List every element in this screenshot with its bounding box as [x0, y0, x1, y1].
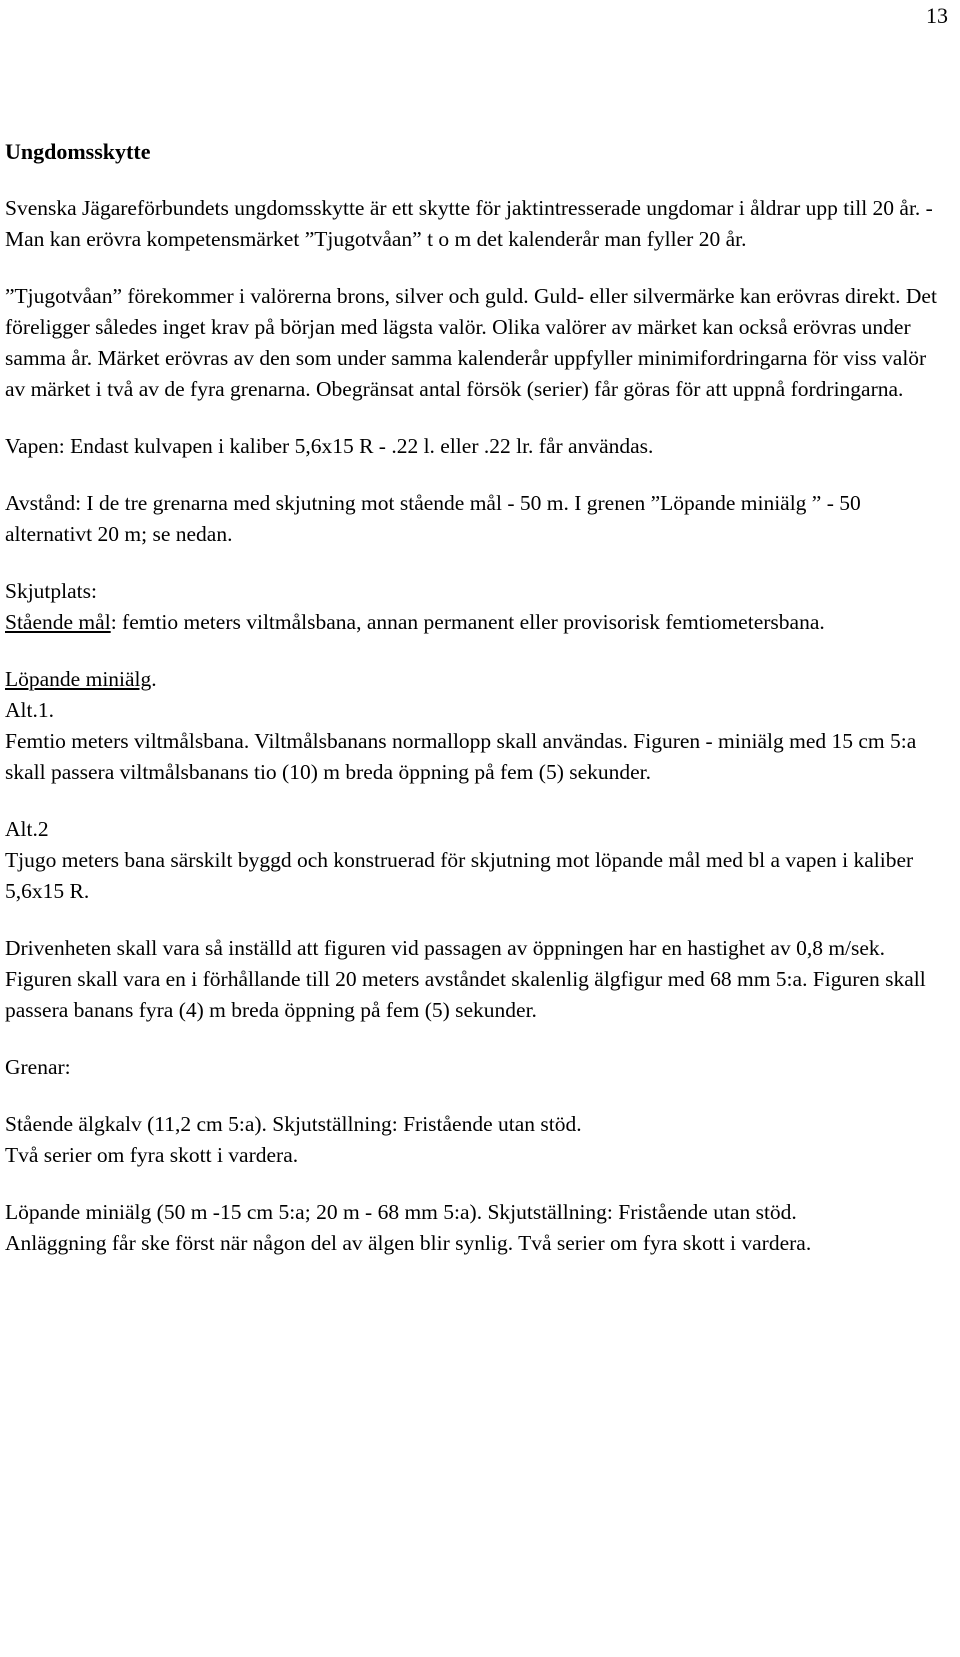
grenar-label: Grenar:	[5, 1055, 71, 1079]
skjutplats-label: Skjutplats:	[5, 579, 97, 603]
grenar-lopande-line1: Löpande miniälg (50 m -15 cm 5:a; 20 m - 68 mm 5:a). Skjutställning: Fristående utan stöd.	[5, 1200, 797, 1224]
lopande-section	[5, 664, 950, 788]
page-number: 13	[926, 3, 948, 28]
alt1-label: Alt.1.	[5, 698, 54, 722]
drivenhet-paragraph: Drivenheten skall vara så inställd att figuren vid passagen av öppningen har en hastighet av 0,8 m/sek. Figuren skall vara en i förhållande till 20 meters avståndet skalenlig älgfigur med 68 mm 5:a. Figuren skall passera banans fyra (4) m breda öppning på fem (5) sekunder.	[5, 936, 926, 1022]
skjutplats-section	[5, 576, 950, 638]
grenar-lopande-line2: Anläggning får ske först när någon del av älgen blir synlig. Två serier om fyra skott i vardera.	[5, 1231, 812, 1255]
alt2-label: Alt.2	[5, 817, 49, 841]
valorer-paragraph: ”Tjugotvåan” förekommer i valörerna brons, silver och guld. Guld- eller silvermärke kan erövras direkt. Det föreligger således inget krav på början med lägsta valör. Olika valörer av märket kan också erövras under samma år. Märket erövras av den som under samma kalenderår uppfyller minimifordringarna för viss valör av märket i två av de fyra grenarna. Obegränsat antal försök (serier) får göras för att uppnå fordringarna.	[5, 284, 937, 401]
staende-mal-text: : femtio meters viltmålsbana, annan permanent eller provisorisk femtiometersbana.	[110, 610, 825, 634]
grenar-staende-line2: Två serier om fyra skott i vardera.	[5, 1143, 299, 1167]
staende-mal-paragraph	[5, 607, 950, 638]
grenar-lopande	[5, 1197, 950, 1259]
lopande-label-suffix: .	[151, 667, 157, 691]
avstand-paragraph: Avstånd: I de tre grenarna med skjutning mot stående mål - 50 m. I grenen ”Löpande miniälg ” - 50 alternativt 20 m; se nedan.	[5, 491, 861, 546]
alt2-section	[5, 814, 950, 907]
vapen-paragraph: Vapen: Endast kulvapen i kaliber 5,6x15 R - .22 l. eller .22 lr. får användas.	[5, 434, 654, 458]
lopande-label: Löpande miniälg	[5, 667, 152, 691]
document-body	[5, 136, 950, 1259]
alt2-text: Tjugo meters bana särskilt byggd och konstruerad för skjutning mot löpande mål med bl a vapen i kaliber 5,6x15 R.	[5, 848, 914, 903]
page-title: Ungdomsskytte	[5, 139, 151, 164]
grenar-staende-line1: Stående älgkalv (11,2 cm 5:a). Skjutställning: Fristående utan stöd.	[5, 1112, 582, 1136]
grenar-staende	[5, 1109, 950, 1171]
intro-paragraph: Svenska Jägareförbundets ungdomsskytte är ett skytte för jaktintresserade ungdomar i åldrar upp till 20 år. - Man kan erövra kompetensmärket ”Tjugotvåan” t o m det kalenderår man fyller 20 år.	[5, 196, 933, 251]
staende-mal-label: Stående mål	[5, 610, 111, 634]
alt1-text: Femtio meters viltmålsbana. Viltmålsbanans normallopp skall användas. Figuren - miniälg med 15 cm 5:a skall passera viltmålsbanans tio (10) m breda öppning på fem (5) sekunder.	[5, 729, 917, 784]
lopande-heading	[5, 664, 950, 695]
